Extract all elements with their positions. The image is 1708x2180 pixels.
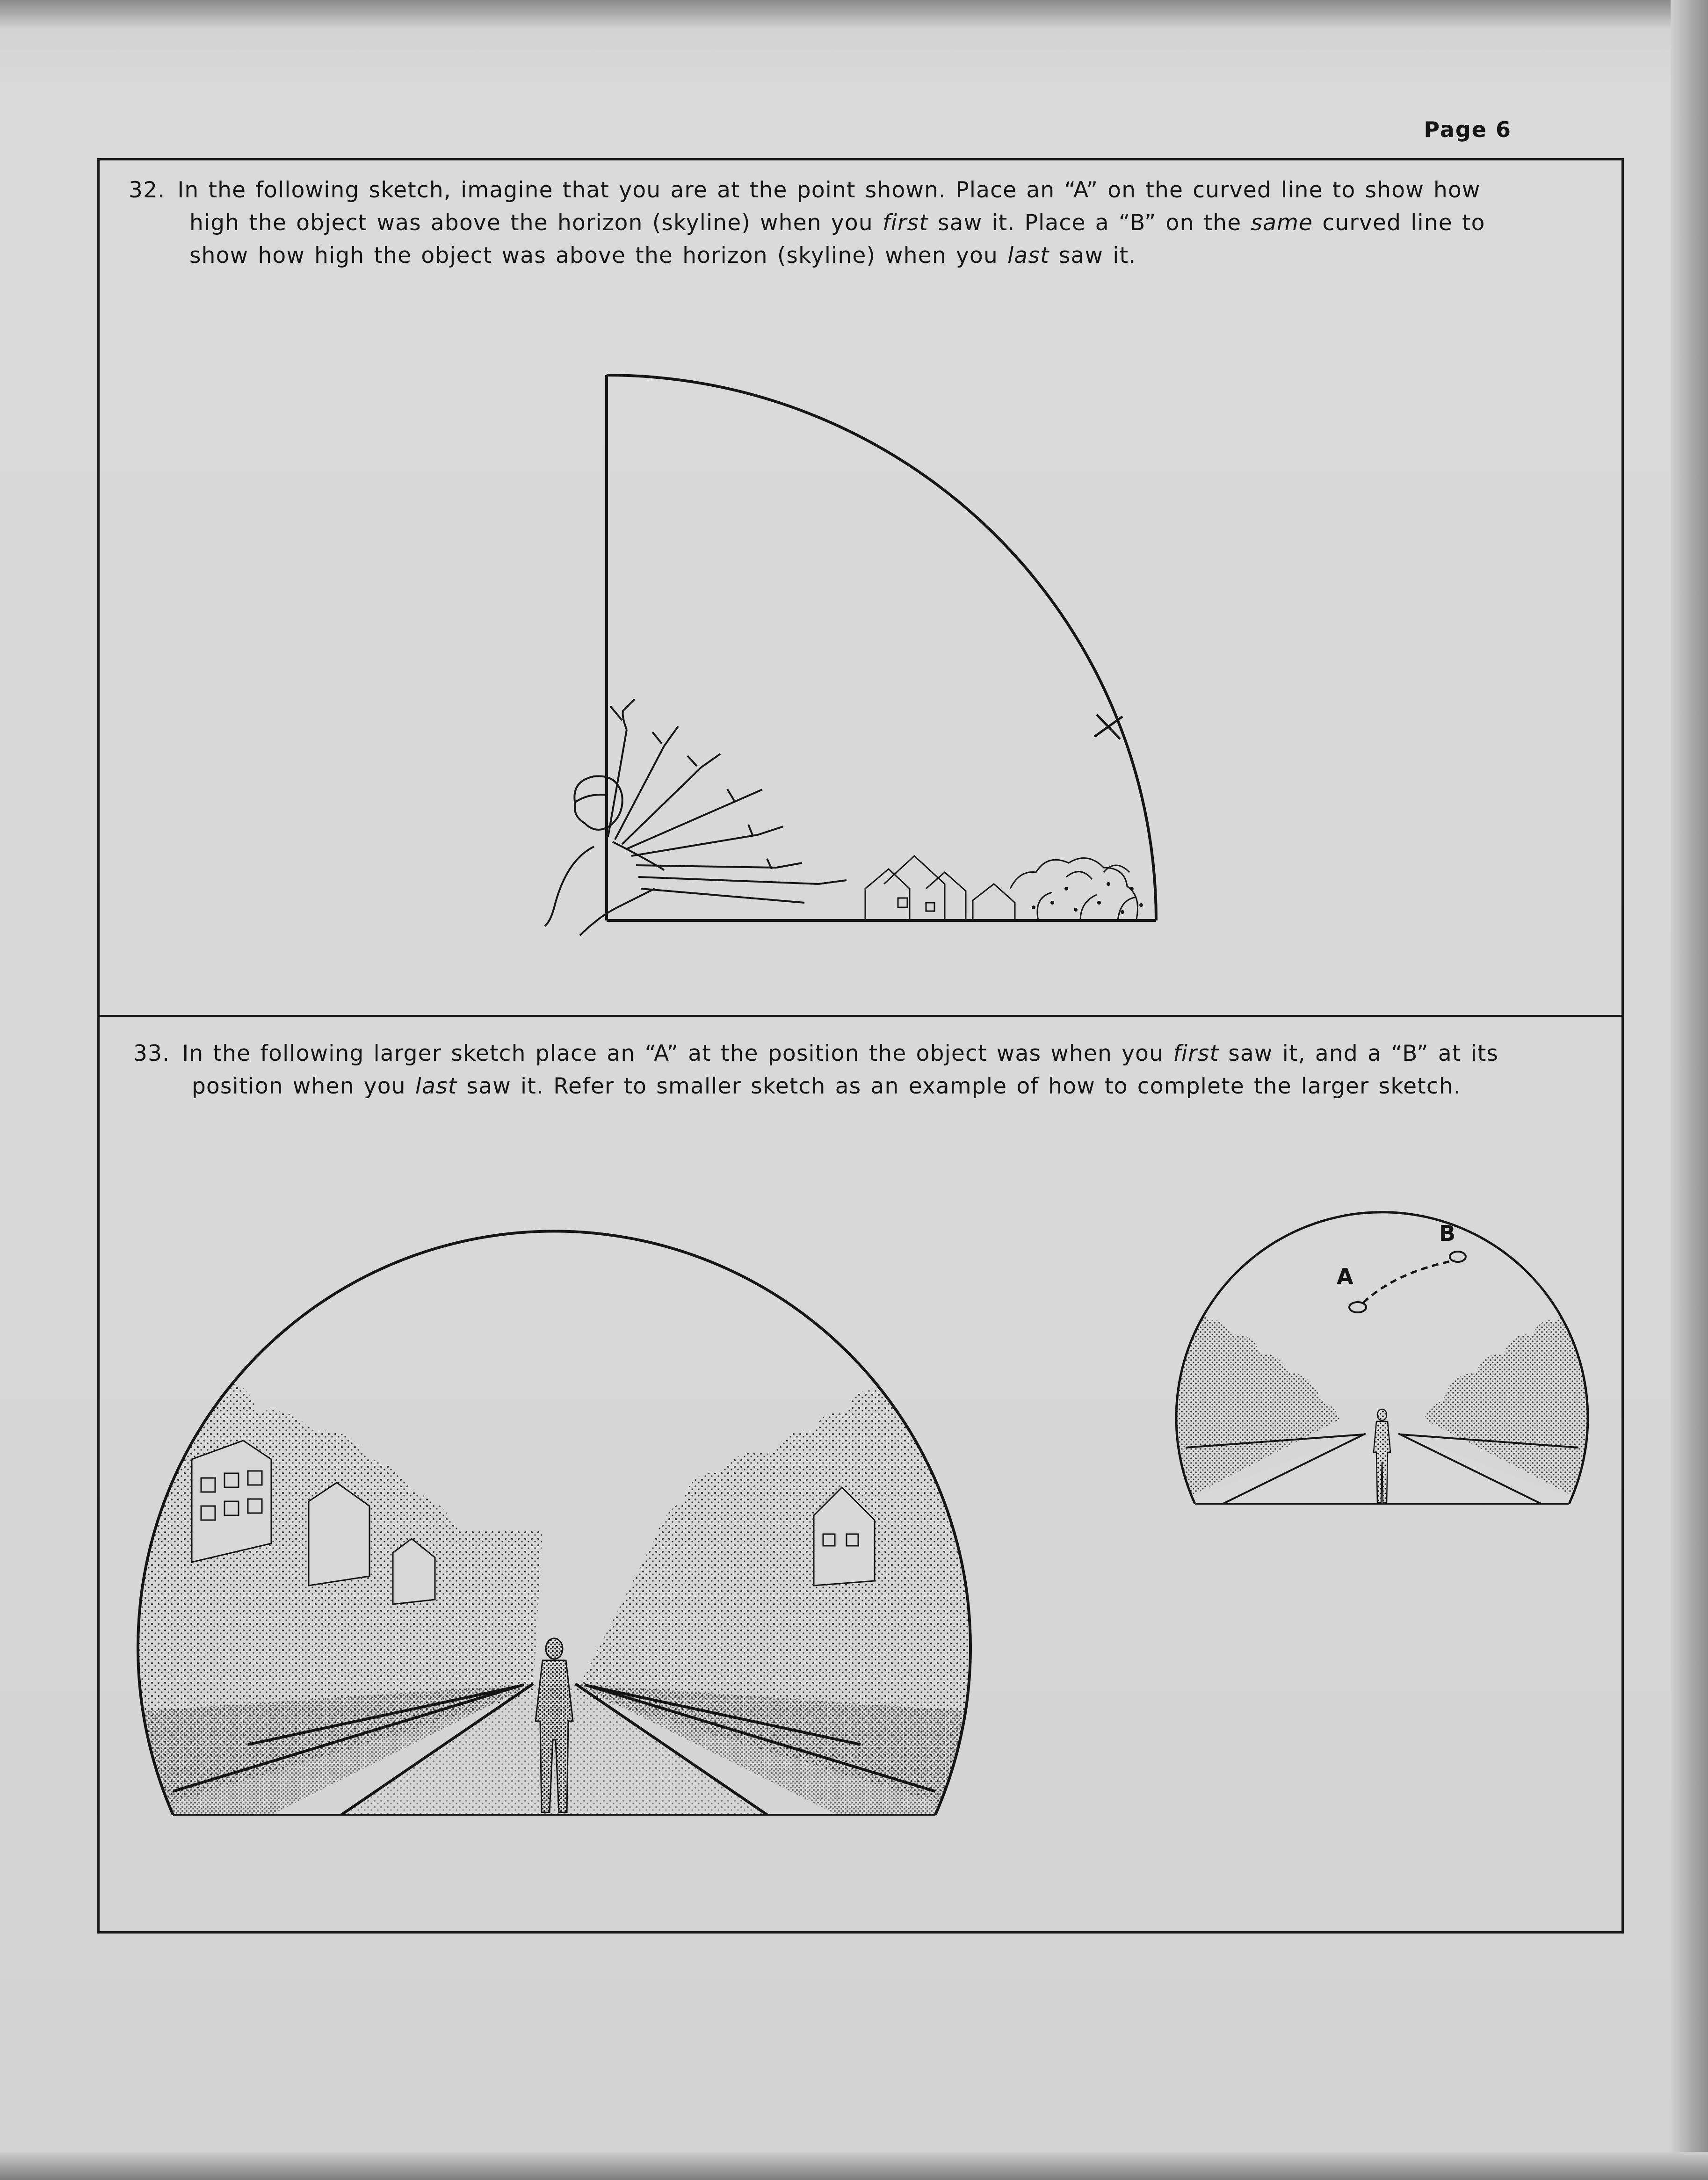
- example-label-a: A: [1337, 1264, 1353, 1289]
- question-33-line-2: position when you last saw it. Refer to smaller sketch as an example of how to complete the larger sketch.: [192, 1073, 1461, 1099]
- street-scene-sketch[interactable]: [131, 1216, 977, 1819]
- example-street-sketch: [1176, 1228, 1588, 1508]
- example-label-b: B: [1439, 1221, 1456, 1246]
- point-a-marker: [1349, 1302, 1366, 1312]
- point-b-marker: [1450, 1252, 1466, 1262]
- question-33: [133, 1037, 1592, 1103]
- question-32-line-3: show how high the object was above the horizon (skyline) when you last saw it.: [189, 243, 1136, 268]
- question-33-line-1: 33. In the following larger sketch place an “A” at the position the object was when you first saw it, and a “B” at its: [133, 1037, 1592, 1070]
- question-32-number: 32.: [129, 177, 166, 203]
- question-32: [129, 174, 1564, 272]
- pointing-man-icon: [545, 699, 847, 935]
- scan-edge-right: [1671, 0, 1708, 2180]
- question-33-number: 33.: [133, 1041, 170, 1066]
- scan-edge-top: [0, 0, 1708, 28]
- quarter-circle-sky-sketch[interactable]: [543, 365, 1225, 973]
- question-divider: [97, 1015, 1624, 1017]
- question-32-line-1: 32. In the following sketch, imagine that you are at the point shown. Place an “A” on the curved line to show how: [129, 174, 1564, 207]
- question-32-line-2: high the object was above the horizon (skyline) when you first saw it. Place a “B” on the same curved line to: [189, 210, 1485, 236]
- page-number: Page 6: [1424, 117, 1512, 142]
- scan-edge-bottom: [0, 2152, 1708, 2180]
